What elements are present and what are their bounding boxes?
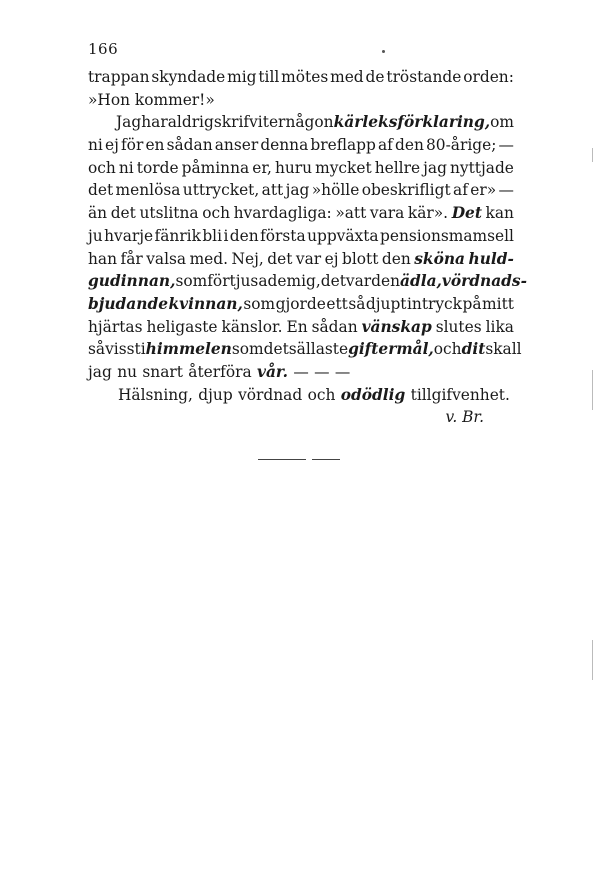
word: som — [175, 272, 208, 291]
word: de — [365, 68, 385, 86]
word: får — [120, 249, 143, 268]
word: det — [267, 249, 293, 268]
word: Det — [451, 204, 482, 223]
word: anser — [214, 136, 259, 155]
word: den — [229, 226, 259, 245]
word: jag — [285, 181, 310, 200]
word: visst — [105, 340, 141, 359]
word: så — [348, 294, 366, 313]
word: mycket — [315, 158, 372, 177]
word: — — [334, 362, 351, 381]
word: En — [286, 317, 308, 336]
word: med. — [189, 249, 229, 268]
word: i — [223, 226, 229, 245]
word: torde — [136, 158, 179, 177]
word: breflapp — [310, 136, 376, 155]
word: aldrig — [167, 113, 214, 132]
word: gudinnan, — [88, 272, 176, 291]
word: blott — [341, 249, 379, 268]
word: kan — [485, 204, 514, 223]
word: af — [453, 181, 468, 200]
word: en — [145, 136, 165, 155]
word: »hölle — [311, 181, 360, 200]
word: nyttjade — [450, 158, 514, 177]
word: förtjusade — [207, 272, 287, 291]
word: menlösa — [115, 181, 181, 200]
word: på — [462, 294, 482, 313]
word: vänskap — [361, 317, 432, 336]
page-number: 166 — [88, 40, 119, 58]
word: ej — [324, 249, 339, 268]
word: vördnads- — [441, 272, 527, 291]
text-line — [88, 293, 514, 316]
word: Hälsning, — [118, 385, 193, 404]
word: ju — [88, 226, 103, 245]
word: sköna — [414, 249, 466, 268]
word: mig, — [286, 272, 321, 291]
word: er» — [470, 181, 497, 200]
word: er — [268, 113, 286, 132]
text-line — [88, 66, 514, 89]
word: har — [141, 113, 168, 132]
word: som — [231, 340, 264, 359]
text-line — [88, 270, 527, 293]
word: hellre — [374, 158, 421, 177]
section-separator — [258, 459, 340, 460]
word: — — [498, 181, 514, 200]
word: — — [498, 136, 514, 155]
text-line — [88, 384, 514, 407]
word: i — [140, 340, 146, 359]
word: än — [88, 204, 108, 223]
word: denna — [260, 136, 309, 155]
word: jag — [423, 158, 447, 177]
word: giftermål, — [348, 340, 434, 359]
word: återföra — [188, 362, 252, 381]
word: 80-årige; — [426, 136, 497, 155]
word: ni — [118, 158, 134, 177]
word: fänrik — [154, 226, 201, 245]
word: snart — [142, 362, 183, 381]
word: uttrycket, — [182, 181, 260, 200]
word: odödlig — [340, 385, 406, 404]
word: för — [120, 136, 144, 155]
word: trappan — [88, 68, 150, 86]
word: första — [260, 226, 306, 245]
word: lika — [485, 317, 514, 336]
word: skall — [485, 340, 522, 359]
word: pensionsmamsell — [380, 226, 514, 245]
word: ej — [104, 136, 119, 155]
word: mitt — [482, 294, 514, 313]
word: utslitna — [139, 204, 199, 223]
word: det — [320, 272, 346, 291]
text-line — [88, 316, 514, 339]
word: mötes — [281, 68, 329, 86]
word: någon — [285, 113, 334, 132]
word: han — [88, 249, 118, 268]
word: ett — [326, 294, 348, 313]
word: den — [371, 272, 400, 291]
word: uppväxta — [307, 226, 379, 245]
word: ni — [88, 136, 103, 155]
word: och — [202, 204, 231, 223]
word: den — [395, 136, 424, 155]
word: Nej, — [231, 249, 264, 268]
word: det — [88, 181, 114, 200]
word: — — [293, 362, 309, 381]
word: dit — [461, 340, 486, 359]
body-text — [88, 66, 527, 429]
word: huru — [274, 158, 313, 177]
word: sådan — [311, 317, 358, 336]
word: vara — [369, 204, 405, 223]
word: nu — [117, 362, 138, 381]
word: intryck — [406, 294, 463, 313]
word: och — [433, 340, 462, 359]
word: af — [378, 136, 393, 155]
word: skyndade — [151, 68, 226, 86]
word: skrifvit — [213, 113, 269, 132]
text-line — [88, 361, 514, 384]
text-line — [88, 338, 522, 361]
word: det — [110, 204, 136, 223]
word: påminna — [181, 158, 250, 177]
word: det — [263, 340, 289, 359]
word: känslor. — [221, 317, 283, 336]
word: om — [490, 113, 515, 132]
word: slutes — [435, 317, 482, 336]
word: huld- — [468, 249, 514, 268]
word: och — [88, 158, 116, 177]
word: kär». — [407, 204, 449, 223]
word: sådan — [166, 136, 213, 155]
word: hvarje — [104, 226, 154, 245]
word: valsa — [146, 249, 187, 268]
text-line — [88, 202, 514, 225]
word: sällaste — [288, 340, 349, 359]
word: bjudande — [88, 294, 168, 313]
word: tröstande — [386, 68, 462, 86]
text-line — [88, 225, 514, 248]
word: mig — [227, 68, 257, 86]
word: till — [258, 68, 280, 86]
word: kärleksförklaring, — [333, 113, 491, 132]
word: och — [307, 385, 336, 404]
word: ädla, — [400, 272, 442, 291]
word: vår. — [257, 362, 288, 381]
text-line — [88, 134, 514, 157]
word: vördnad — [238, 385, 303, 404]
word: »Hon kommer!» — [88, 90, 215, 109]
word: var — [345, 272, 372, 291]
word: hjärtas — [88, 317, 143, 336]
word: obeskrifligt — [361, 181, 451, 200]
word: heligaste — [146, 317, 218, 336]
word: orden: — [463, 68, 514, 86]
word: djup — [198, 385, 233, 404]
margin-scan-mark — [592, 148, 593, 162]
text-line — [88, 111, 514, 134]
signature: v. Br. — [445, 408, 484, 427]
word: var — [295, 249, 322, 268]
word: er, — [252, 158, 272, 177]
word: djupt — [365, 294, 407, 313]
text-line — [88, 179, 514, 202]
word: den — [381, 249, 411, 268]
text-line — [88, 157, 514, 180]
word: bli — [202, 226, 223, 245]
separator-break — [306, 456, 312, 462]
word: kvinnan, — [168, 294, 243, 313]
word: tillgifvenhet. — [410, 385, 510, 404]
word: Jag — [116, 113, 142, 132]
text-line — [88, 89, 514, 112]
word: med — [330, 68, 364, 86]
word: — — [314, 362, 330, 381]
margin-scan-mark — [592, 640, 593, 680]
word: jag — [88, 362, 112, 381]
word: så — [88, 340, 106, 359]
word: hvardagliga: — [233, 204, 332, 223]
margin-scan-mark — [592, 370, 593, 410]
word: »att — [335, 204, 367, 223]
print-speck — [382, 50, 385, 53]
word: gjorde — [275, 294, 326, 313]
word: att — [261, 181, 284, 200]
word: som — [243, 294, 276, 313]
text-line — [88, 248, 514, 271]
word: himmelen — [145, 340, 232, 359]
